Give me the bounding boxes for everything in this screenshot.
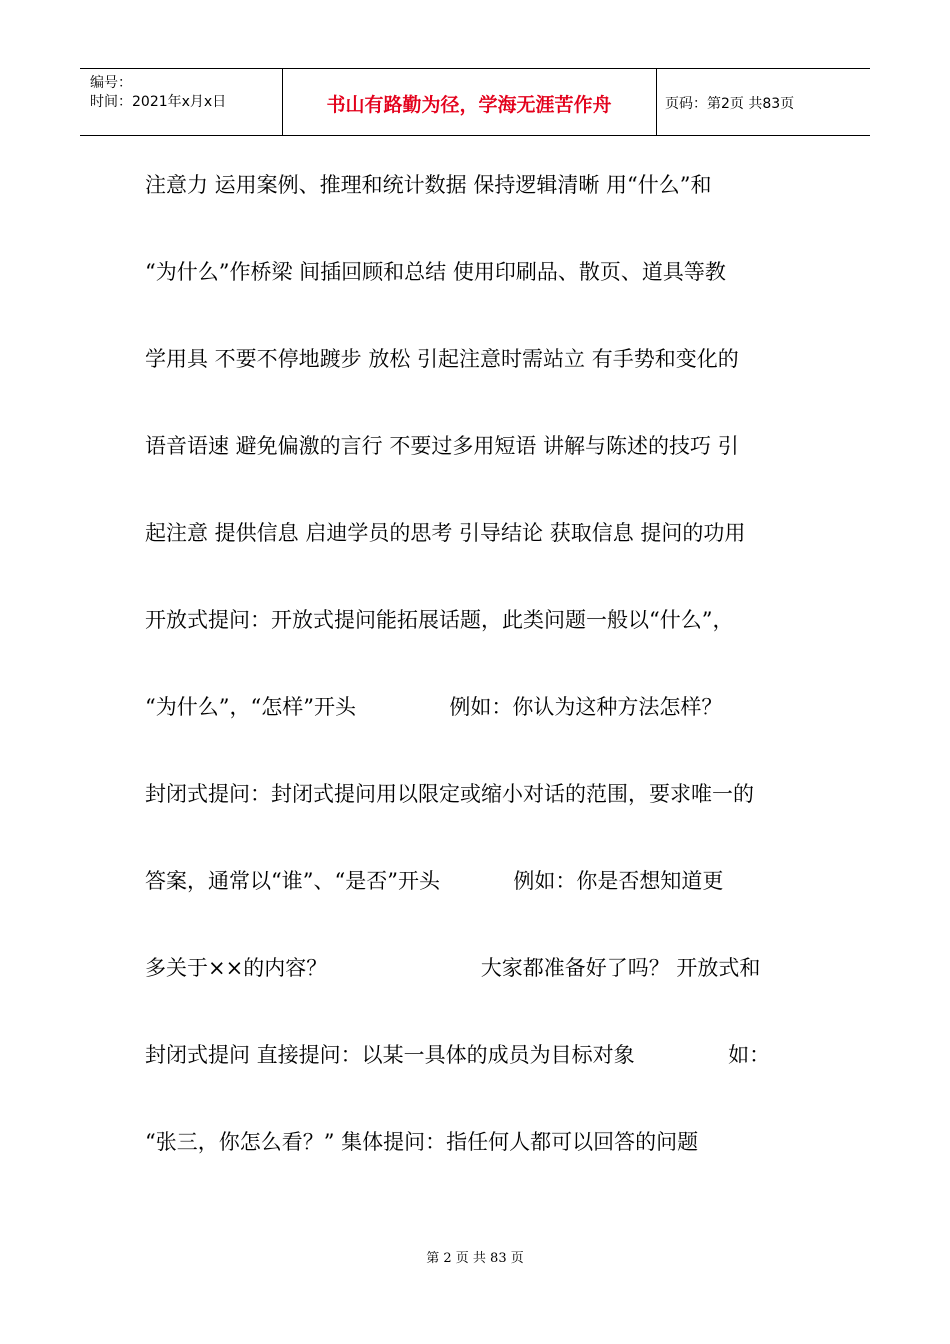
body-text-line: 起注意 提供信息 启迪学员的思考 引导结论 获取信息 提问的功用 xyxy=(145,521,746,545)
body-text-line: 开放式提问：开放式提问能拓展话题，此类问题一般以“什么”， xyxy=(145,608,734,632)
document-header xyxy=(80,68,870,136)
page-footer: 第 2 页 共 83 页 xyxy=(426,1251,524,1266)
body-text-line: 封闭式提问：封闭式提问用以限定或缩小对话的范围，要求唯一的 xyxy=(145,782,754,806)
body-text-line: 多关于××的内容？ 大家都准备好了吗？ 开放式和 xyxy=(145,956,761,980)
header-meta-cell xyxy=(80,69,283,135)
body-text-line: “为什么”作桥梁 间插回顾和总结 使用印刷品、散页、道具等教 xyxy=(145,260,726,284)
document-date: 时间：2021年x月x日 xyxy=(90,94,227,110)
body-text-line: 封闭式提问 直接提问：以某一具体的成员为目标对象 如： xyxy=(145,1043,771,1067)
body-text-line: 语音语速 避免偏激的言行 不要过多用短语 讲解与陈述的技巧 引 xyxy=(145,434,739,458)
body-text-line: 注意力 运用案例、推理和统计数据 保持逻辑清晰 用“什么”和 xyxy=(145,173,712,197)
body-text-line: 学用具 不要不停地踱步 放松 引起注意时需站立 有手势和变化的 xyxy=(145,347,739,371)
header-motto: 书山有路勤为径，学海无涯苦作舟 xyxy=(326,94,612,116)
header-page-number: 页码：第2页 共83页 xyxy=(665,96,795,112)
body-text-line: 答案，通常以“谁”、“是否”开头 例如：你是否想知道更 xyxy=(145,869,724,893)
body-text-line: “张三，你怎么看？” 集体提问：指任何人都可以回答的问题 xyxy=(145,1130,699,1154)
document-code-label: 编号： xyxy=(90,75,132,91)
header-motto-cell xyxy=(282,69,657,135)
body-text-line: “为什么”，“怎样”开头 例如：你认为这种方法怎样？ xyxy=(145,695,723,719)
header-page-cell xyxy=(656,69,870,135)
